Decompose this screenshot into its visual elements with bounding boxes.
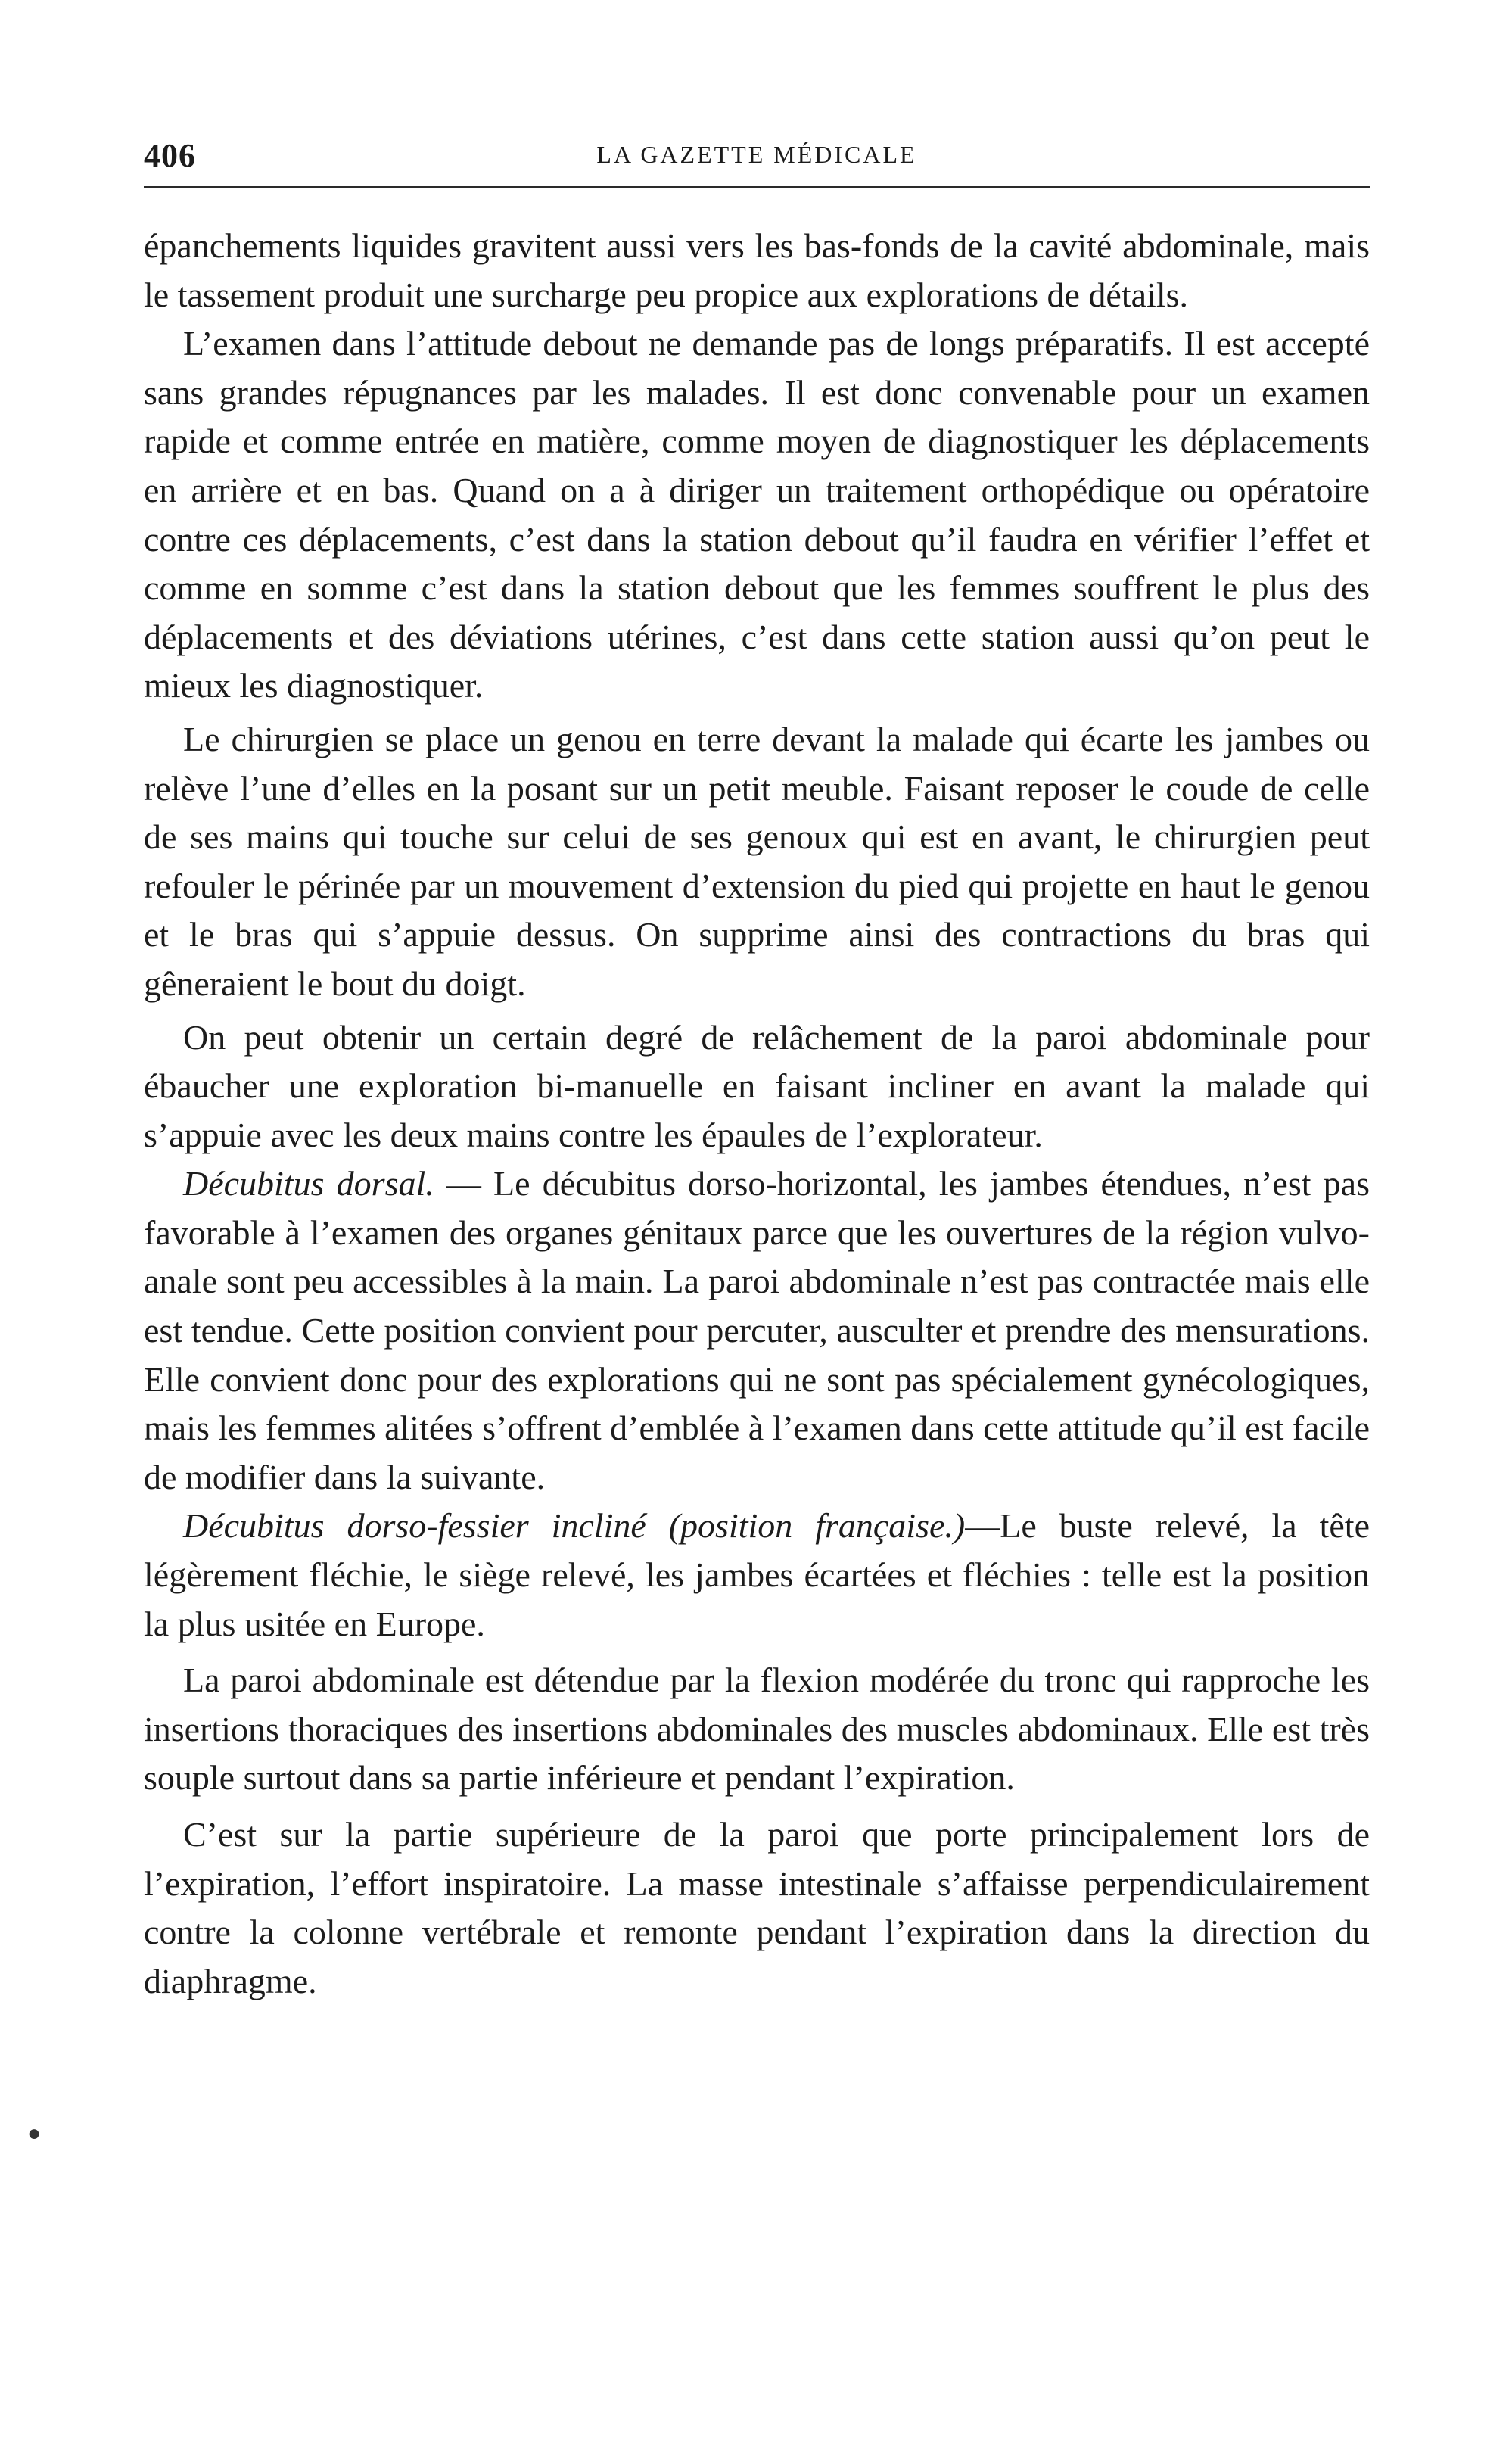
- paragraph: [144, 1013, 1370, 1160]
- paragraph-text: La paroi abdominale est détendue par la flexion modérée du tronc qui rapproche les insertions thoraciques des insertions abdominales des muscles abdominaux. Elle est très souple surtout dans sa partie inférieure et pendant l’expiration.: [144, 1661, 1370, 1798]
- margin-mark-icon: ●: [27, 2121, 42, 2146]
- paragraph: [144, 1502, 1370, 1648]
- paragraph-text: — Le décubitus dorso-horizontal, les jambes étendues, n’est pas favorable à l’examen des organes génitaux parce que les ouvertures de la région vulvo-anale sont peu accessibles à la main. La paroi abdominale n’est pas contractée mais elle est tendue. Cette position convient pour percuter, ausculter et prendre des mensurations. Elle convient donc pour des explorations qui ne sont pas spécialement gynécologiques, mais les femmes alitées s’offrent d’emblée à l’examen dans cette attitude qu’il est facile de modifier dans la suivante.: [144, 1164, 1370, 1496]
- body-text: [144, 222, 1370, 2006]
- paragraph: [144, 1656, 1370, 1803]
- paragraph: [144, 1810, 1370, 2006]
- page-header: [144, 129, 1370, 182]
- section-subheading: Décubitus dorso-fessier incliné (position française.): [183, 1506, 966, 1546]
- document-page: [144, 129, 1370, 2006]
- paragraph-text: C’est sur la partie supérieure de la paroi que porte principalement lors de l’expiration, l’effort inspiratoire. La masse intestinale s’affaisse perpendiculairement contre la colonne vertébrale et remonte pendant l’expiration dans la direction du diaphragme.: [144, 1815, 1370, 2000]
- paragraph-text: —Le buste relevé, la tête légèrement fléchie, le siège relevé, les jambes écartées et fléchies : telle est la position la plus usitée en Europe.: [144, 1506, 1370, 1643]
- paragraph: [144, 222, 1370, 319]
- page-number: 406: [144, 137, 196, 174]
- paragraph: [144, 1160, 1370, 1502]
- paragraph: [144, 319, 1370, 711]
- paragraph-text: épanchements liquides gravitent aussi vers les bas-fonds de la cavité abdominale, mais le tassement produit une surcharge peu propice aux explorations de détails.: [144, 226, 1370, 314]
- header-rule: [144, 186, 1370, 188]
- paragraph-text: L’examen dans l’attitude debout ne demande pas de longs préparatifs. Il est accepté sans grandes répugnances par les malades. Il est donc convenable pour un examen rapide et comme entrée en matière, comme moyen de diagnostiquer les déplacements en arrière et en bas. Quand on a à diriger un traitement orthopédique ou opératoire contre ces déplacements, c’est dans la station debout qu’il faudra en vérifier l’effet et comme en somme c’est dans la station debout que les femmes souffrent le plus des déplacements et des déviations utérines, c’est dans cette station aussi qu’on peut le mieux les diagnostiquer.: [144, 324, 1370, 705]
- section-subheading: Décubitus dorsal.: [183, 1164, 434, 1203]
- running-title: LA GAZETTE MÉDICALE: [596, 141, 917, 168]
- paragraph-text: Le chirurgien se place un genou en terre devant la malade qui écarte les jambes ou relève l’une d’elles en la posant sur un petit meuble. Faisant reposer le coude de celle de ses mains qui touche sur celui de ses genoux qui est en avant, le chirurgien peut refouler le périnée par un mouvement d’extension du pied qui projette en haut le genou et le bras qui s’appuie dessus. On supprime ainsi des contractions du bras qui gêneraient le bout du doigt.: [144, 719, 1370, 1003]
- paragraph-text: On peut obtenir un certain degré de relâchement de la paroi abdominale pour ébaucher une exploration bi-manuelle en faisant incliner en avant la malade qui s’appuie avec les deux mains contre les épaules de l’explorateur.: [144, 1017, 1370, 1154]
- paragraph: [144, 715, 1370, 1009]
